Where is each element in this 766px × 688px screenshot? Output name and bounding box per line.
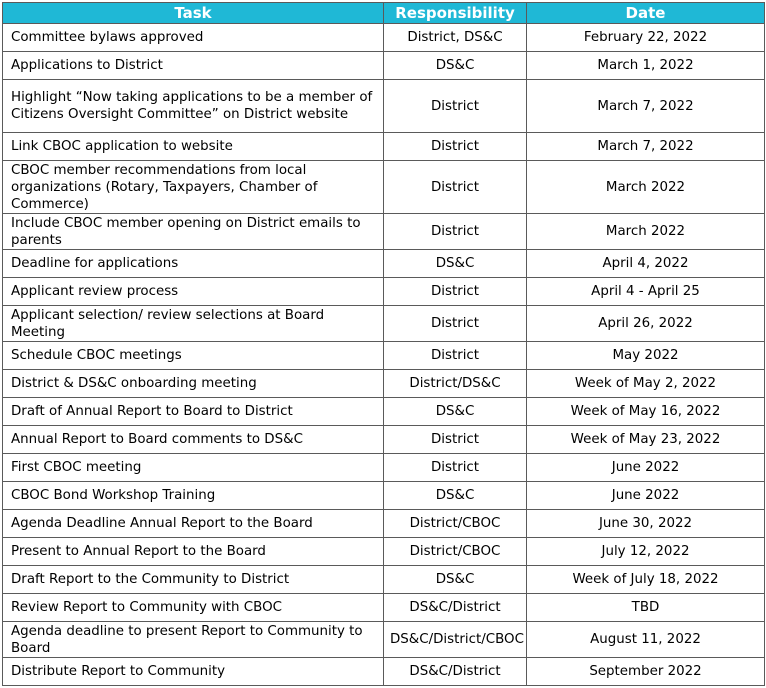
responsibility-cell: DS&C [384,482,527,510]
task-cell: Link CBOC application to website [3,133,384,161]
task-cell: CBOC member recommendations from local organizations (Rotary, Taxpayers, Chamber of Commerce) [3,161,384,214]
responsibility-cell: District [384,426,527,454]
date-cell: Week of July 18, 2022 [527,566,765,594]
date-cell: July 12, 2022 [527,538,765,566]
task-cell: Draft of Annual Report to Board to District [3,398,384,426]
task-cell: Review Report to Community with CBOC [3,594,384,622]
date-cell: June 2022 [527,482,765,510]
header-date: Date [527,3,765,24]
responsibility-cell: District/DS&C [384,370,527,398]
responsibility-cell: DS&C [384,566,527,594]
date-cell: September 2022 [527,658,765,686]
date-cell: March 1, 2022 [527,52,765,80]
date-cell: April 4 - April 25 [527,278,765,306]
table-row [3,306,765,342]
table-row [3,133,765,161]
date-cell: April 4, 2022 [527,250,765,278]
responsibility-cell: District [384,214,527,250]
date-cell: March 7, 2022 [527,133,765,161]
table-row [3,370,765,398]
date-cell: Week of May 23, 2022 [527,426,765,454]
responsibility-cell: District [384,161,527,214]
task-cell: Applicant selection/ review selections at Board Meeting [3,306,384,342]
schedule-table [2,2,765,686]
task-cell: CBOC Bond Workshop Training [3,482,384,510]
task-cell: First CBOC meeting [3,454,384,482]
date-cell: March 7, 2022 [527,80,765,133]
responsibility-cell: District/CBOC [384,510,527,538]
task-cell: Applications to District [3,52,384,80]
task-cell: Schedule CBOC meetings [3,342,384,370]
responsibility-cell: DS&C/District [384,594,527,622]
responsibility-cell: District [384,342,527,370]
header-responsibility: Responsibility [384,3,527,24]
date-cell: Week of May 16, 2022 [527,398,765,426]
date-cell: February 22, 2022 [527,24,765,52]
table-row [3,658,765,686]
header-row [3,3,765,24]
responsibility-cell: District [384,278,527,306]
table-row [3,510,765,538]
task-cell: Present to Annual Report to the Board [3,538,384,566]
responsibility-cell: DS&C [384,52,527,80]
table-row [3,622,765,658]
table-row [3,566,765,594]
task-cell: Applicant review process [3,278,384,306]
responsibility-cell: District [384,454,527,482]
header-task: Task [3,3,384,24]
table-row [3,538,765,566]
task-cell: Highlight “Now taking applications to be a member of Citizens Oversight Committee” on District website [3,80,384,133]
table-row [3,214,765,250]
task-cell: Deadline for applications [3,250,384,278]
task-cell: District & DS&C onboarding meeting [3,370,384,398]
table-row [3,80,765,133]
table-row [3,161,765,214]
task-cell: Draft Report to the Community to District [3,566,384,594]
date-cell: May 2022 [527,342,765,370]
table-row [3,250,765,278]
table-row [3,398,765,426]
date-cell: June 2022 [527,454,765,482]
task-cell: Agenda deadline to present Report to Community to Board [3,622,384,658]
task-cell: Distribute Report to Community [3,658,384,686]
date-cell: April 26, 2022 [527,306,765,342]
responsibility-cell: DS&C/District [384,658,527,686]
date-cell: August 11, 2022 [527,622,765,658]
date-cell: March 2022 [527,214,765,250]
task-cell: Include CBOC member opening on District emails to parents [3,214,384,250]
date-cell: Week of May 2, 2022 [527,370,765,398]
responsibility-cell: District [384,306,527,342]
date-cell: TBD [527,594,765,622]
date-cell: March 2022 [527,161,765,214]
responsibility-cell: DS&C [384,250,527,278]
table-row [3,426,765,454]
task-cell: Annual Report to Board comments to DS&C [3,426,384,454]
responsibility-cell: District, DS&C [384,24,527,52]
responsibility-cell: District [384,133,527,161]
table-row [3,594,765,622]
table-row [3,24,765,52]
responsibility-cell: District/CBOC [384,538,527,566]
task-cell: Agenda Deadline Annual Report to the Board [3,510,384,538]
table-row [3,52,765,80]
task-cell: Committee bylaws approved [3,24,384,52]
responsibility-cell: DS&C/District/CBOC [384,622,527,658]
table-row [3,454,765,482]
table-row [3,278,765,306]
date-cell: June 30, 2022 [527,510,765,538]
responsibility-cell: District [384,80,527,133]
table-row [3,482,765,510]
responsibility-cell: DS&C [384,398,527,426]
table-row [3,342,765,370]
